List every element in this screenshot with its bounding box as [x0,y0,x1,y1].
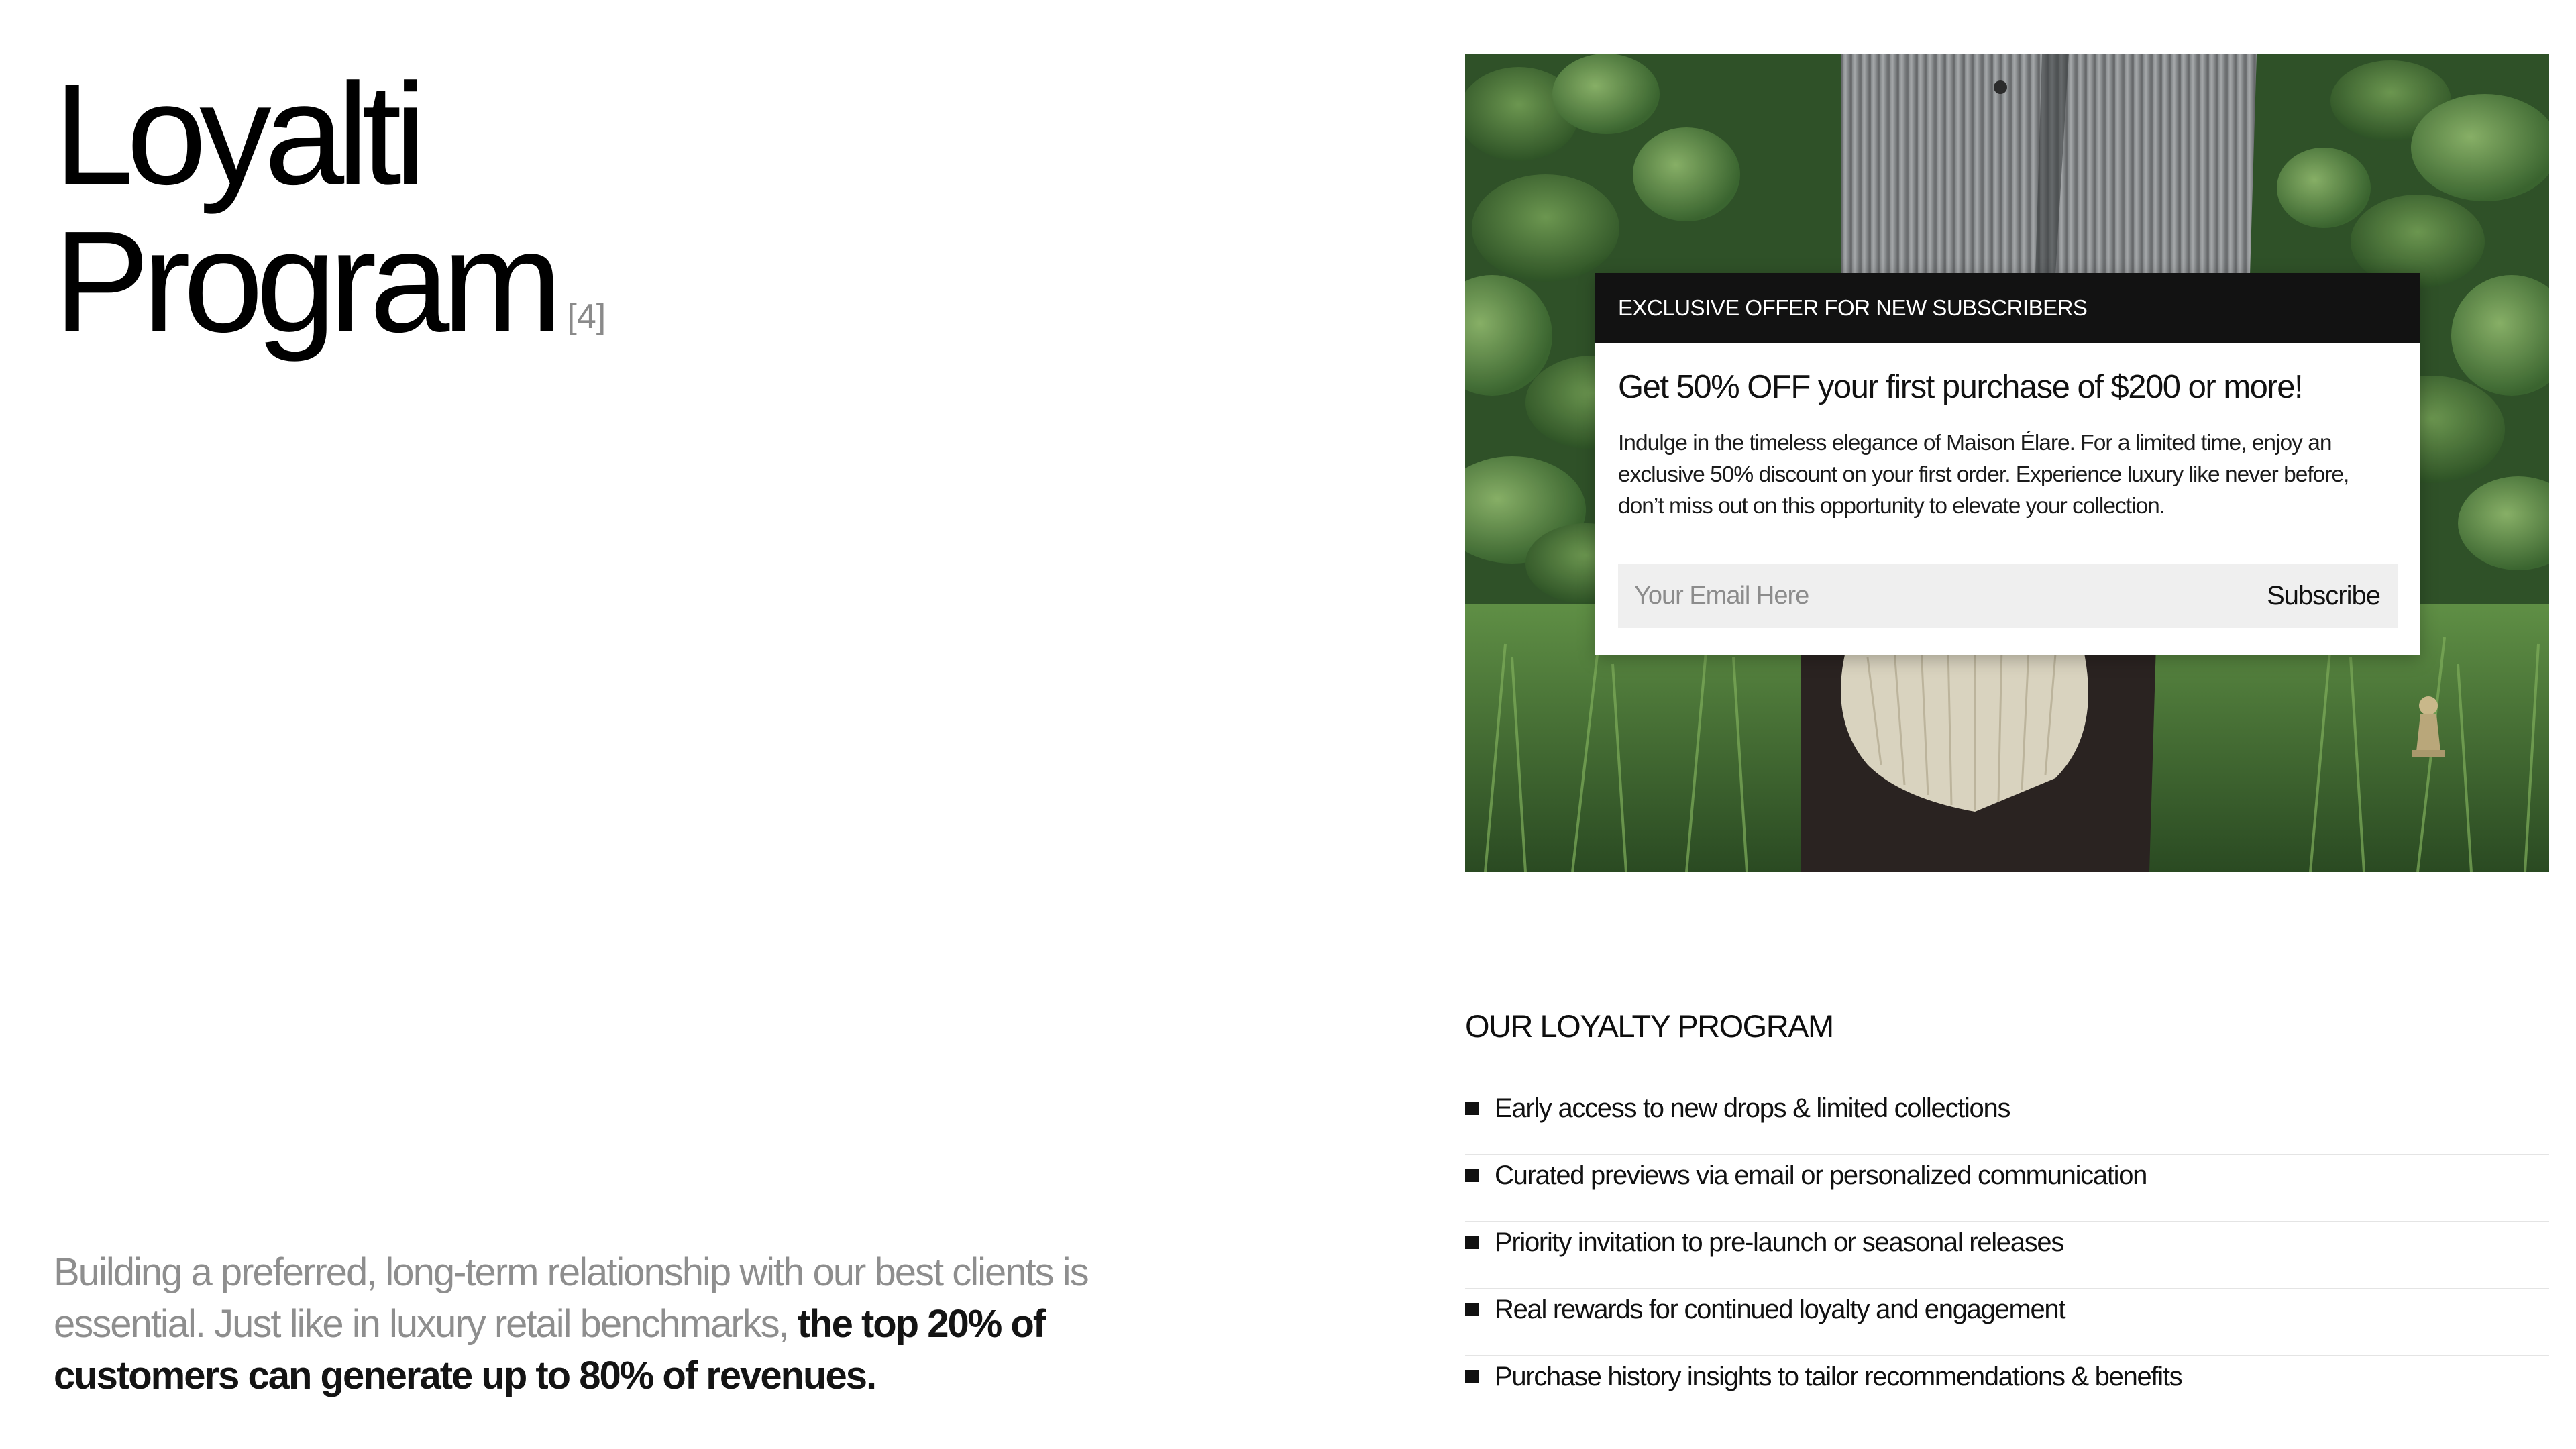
intro-muted-text: Building a preferred, long-term relationship with our best clients is essential. Just like in luxury retail benchmarks, [54,1250,1088,1346]
benefit-list [1465,1088,2549,1424]
page-title-line-2 [54,201,606,390]
subscribe-popup [1595,273,2420,655]
popup-header: EXCLUSIVE OFFER FOR NEW SUBSCRIBERS [1595,273,2420,343]
popup-headline: Get 50% OFF your first purchase of $200 or more! [1618,369,2303,405]
page-title [54,53,606,390]
benefit-text: Priority invitation to pre-launch or seasonal releases [1495,1228,2064,1257]
page-title-word: Program [54,201,555,362]
email-input[interactable] [1618,564,2253,628]
square-bullet-icon [1465,1169,1479,1182]
benefit-text: Curated previews via email or personalized communication [1495,1161,2147,1190]
subscribe-button[interactable]: Subscribe [2253,564,2398,628]
subscribe-form [1618,564,2398,628]
square-bullet-icon [1465,1102,1479,1115]
page-title-line-1: Loyalti [54,53,419,215]
square-bullet-icon [1465,1236,1479,1249]
benefit-item [1465,1088,2549,1155]
loyalty-section-title: OUR LOYALTY PROGRAM [1465,1008,1833,1044]
benefit-item [1465,1356,2549,1424]
intro-paragraph [54,1246,1154,1401]
benefit-item [1465,1222,2549,1289]
benefit-text: Early access to new drops & limited collections [1495,1093,2010,1123]
square-bullet-icon [1465,1370,1479,1383]
popup-body: Indulge in the timeless elegance of Maison Élare. For a limited time, enjoy an exclusive 50% discount on your first order. Experience luxury like never before, don’t miss out on this opportunity to elevate your collection. [1618,431,2349,519]
reference-number: [4] [567,297,606,336]
benefit-text: Purchase history insights to tailor recommendations & benefits [1495,1362,2182,1391]
square-bullet-icon [1465,1303,1479,1316]
benefit-item [1465,1155,2549,1222]
benefit-text: Real rewards for continued loyalty and engagement [1495,1295,2065,1324]
intro-emphasis-text: the top 20% of customers can generate up to 80% of revenues. [54,1302,1045,1397]
benefit-item [1465,1289,2549,1356]
